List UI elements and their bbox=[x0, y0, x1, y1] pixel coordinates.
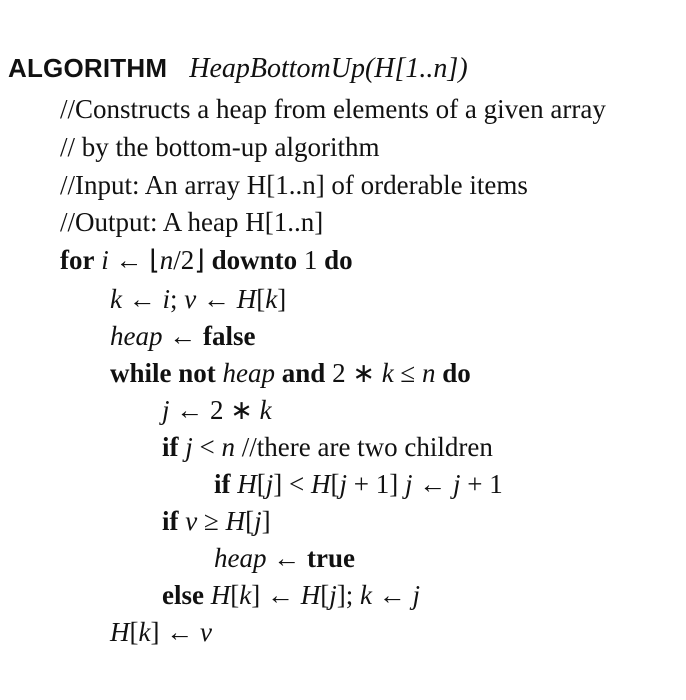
code-line-else-swap bbox=[162, 579, 420, 611]
identifier: H bbox=[300, 580, 321, 610]
keyword: do bbox=[442, 358, 471, 388]
code-text: ← bbox=[371, 580, 413, 610]
code-text: ← bbox=[412, 469, 453, 499]
code-line-final-assign bbox=[110, 616, 212, 648]
code-text: [ bbox=[245, 506, 255, 536]
comment-line-1: //Constructs a heap from elements of a given array bbox=[60, 94, 606, 124]
identifier: j bbox=[185, 432, 193, 462]
code-text: + 1 bbox=[460, 469, 503, 499]
identifier: k bbox=[138, 617, 151, 647]
algorithm-signature: HeapBottomUp(H[1..n]) bbox=[189, 53, 468, 84]
code-line-heap-false bbox=[110, 320, 255, 352]
identifier: j bbox=[452, 469, 461, 499]
code-text: ] ← bbox=[150, 617, 200, 647]
inline-comment: //there are two children bbox=[241, 432, 493, 462]
code-text: ← ⌊ bbox=[108, 245, 160, 275]
code-text: ] ← bbox=[251, 580, 301, 610]
code-text: [ bbox=[129, 617, 139, 647]
code-text bbox=[216, 358, 223, 388]
code-line-assign-k-v bbox=[110, 283, 286, 315]
code-text: [ bbox=[230, 580, 240, 610]
identifier: H bbox=[236, 284, 257, 314]
keyword: and bbox=[281, 358, 326, 388]
identifier: i bbox=[162, 284, 170, 314]
code-text: [ bbox=[330, 469, 340, 499]
code-text: 1 bbox=[297, 245, 325, 275]
keyword: false bbox=[202, 321, 256, 351]
code-text: + 1] bbox=[347, 469, 405, 499]
identifier: n bbox=[221, 432, 235, 462]
identifier: H bbox=[237, 469, 257, 499]
code-text: [ bbox=[256, 469, 266, 499]
identifier: j bbox=[404, 469, 413, 499]
code-line-if-v-ge bbox=[162, 505, 271, 537]
identifier: i bbox=[101, 245, 109, 275]
keyword: not bbox=[178, 358, 216, 388]
algorithm-keyword: ALGORITHM bbox=[8, 53, 168, 83]
identifier: j bbox=[162, 395, 170, 425]
code-text: ← bbox=[266, 543, 307, 573]
code-line-j-assign bbox=[162, 394, 272, 426]
keyword: for bbox=[60, 245, 95, 275]
identifier: k bbox=[359, 580, 372, 610]
algorithm-header bbox=[8, 52, 468, 85]
identifier: j bbox=[265, 469, 274, 499]
identifier: k bbox=[259, 395, 272, 425]
keyword: downto bbox=[211, 245, 298, 275]
code-line-if-j-lt-n bbox=[162, 431, 493, 463]
code-text: [ bbox=[256, 284, 266, 314]
keyword: while bbox=[110, 358, 172, 388]
code-text: [ bbox=[320, 580, 330, 610]
identifier: H bbox=[225, 506, 246, 536]
code-text: ] < bbox=[273, 469, 311, 499]
identifier: heap bbox=[110, 321, 163, 351]
identifier: k bbox=[265, 284, 278, 314]
keyword: if bbox=[162, 432, 179, 462]
identifier: heap bbox=[214, 543, 267, 573]
code-line-if-compare-children bbox=[214, 468, 503, 500]
keyword: if bbox=[162, 506, 179, 536]
comment-line-3-text: //Input: An array H[1..n] of orderable items bbox=[60, 170, 528, 200]
code-line-for bbox=[60, 244, 353, 276]
identifier: H bbox=[210, 580, 231, 610]
identifier: H bbox=[310, 469, 331, 499]
code-text: ] bbox=[277, 284, 287, 314]
keyword: do bbox=[324, 245, 353, 275]
identifier: j bbox=[412, 580, 420, 610]
code-text bbox=[235, 432, 242, 462]
code-text: ≥ bbox=[197, 506, 226, 536]
code-text: ← bbox=[196, 284, 237, 314]
identifier: j bbox=[254, 506, 262, 536]
code-text: ] bbox=[261, 506, 271, 536]
code-text bbox=[204, 580, 211, 610]
identifier: H bbox=[110, 617, 130, 647]
code-text: 2 ∗ bbox=[325, 358, 382, 388]
code-text bbox=[275, 358, 282, 388]
comment-line-2: // by the bottom-up algorithm bbox=[60, 132, 380, 162]
keyword: if bbox=[214, 469, 231, 499]
comment-line-4 bbox=[60, 206, 323, 238]
code-text: ≤ bbox=[393, 358, 422, 388]
identifier: heap bbox=[222, 358, 276, 388]
code-text: ]; bbox=[336, 580, 360, 610]
code-text: < bbox=[192, 432, 222, 462]
keyword: else bbox=[162, 580, 204, 610]
code-text: ← bbox=[121, 284, 163, 314]
identifier: k bbox=[381, 358, 394, 388]
identifier: j bbox=[339, 469, 347, 499]
comment-line-3 bbox=[60, 169, 528, 201]
identifier: v bbox=[184, 284, 197, 314]
code-text: ← bbox=[162, 321, 203, 351]
code-text: ← 2 ∗ bbox=[169, 395, 260, 425]
identifier: v bbox=[185, 506, 198, 536]
keyword: true bbox=[306, 543, 355, 573]
comment-line-4-text: //Output: A heap H[1..n] bbox=[60, 207, 324, 237]
identifier: j bbox=[329, 580, 337, 610]
identifier: v bbox=[199, 617, 212, 647]
code-line-while bbox=[110, 357, 471, 389]
code-text: ; bbox=[170, 284, 185, 314]
code-line-heap-true bbox=[214, 542, 355, 574]
identifier: k bbox=[110, 284, 122, 314]
identifier: n bbox=[422, 358, 436, 388]
identifier: n bbox=[159, 245, 174, 275]
code-text: /2⌋ bbox=[173, 245, 212, 275]
identifier: k bbox=[239, 580, 252, 610]
